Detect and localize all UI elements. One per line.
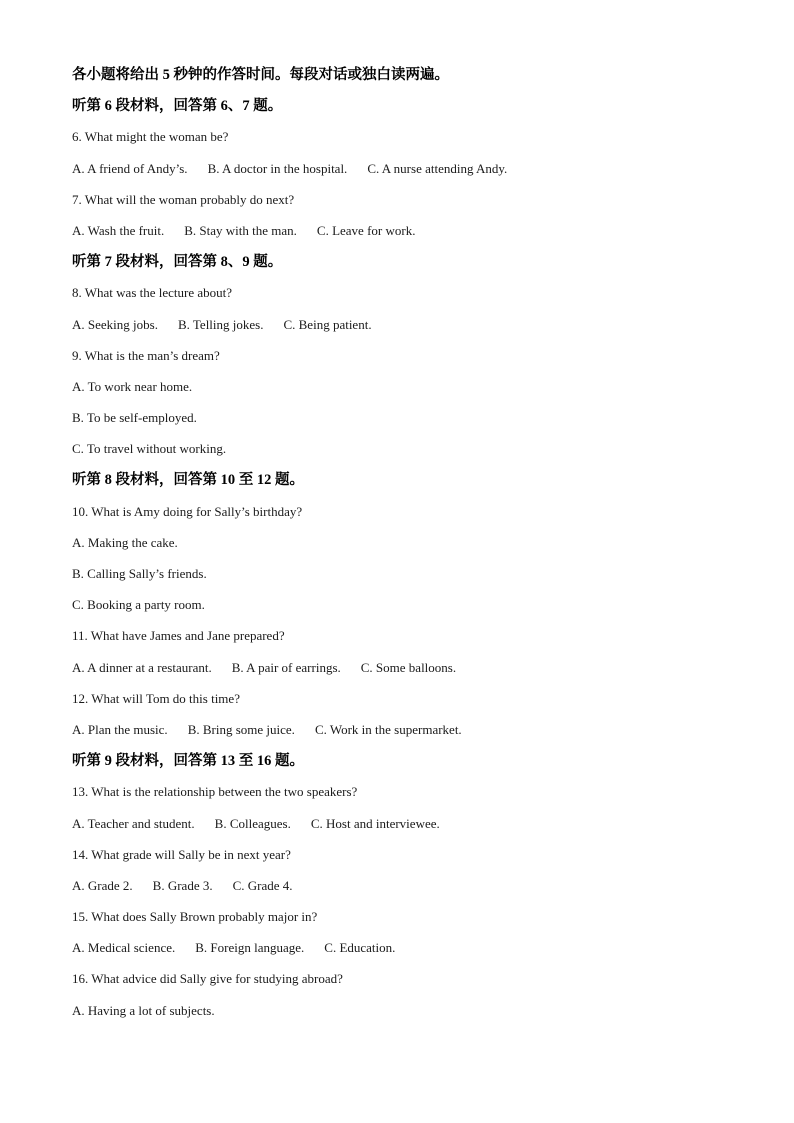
option: B. Foreign language. — [195, 940, 305, 956]
options-row — [72, 314, 754, 345]
question-text: 13. What is the relationship between the two speakers? — [72, 784, 358, 800]
question-text: 6. What might the woman be? — [72, 129, 229, 145]
option: B. Grade 3. — [152, 877, 213, 893]
option: A. Teacher and student. — [72, 815, 195, 831]
options-row — [72, 158, 754, 189]
option: B. Stay with the man. — [184, 222, 297, 238]
question-text: 14. What grade will Sally be in next year? — [72, 846, 291, 862]
question-text: 9. What is the man’s dream? — [72, 347, 220, 363]
option: C. To travel without working. — [72, 441, 227, 457]
exam-page — [72, 64, 754, 1031]
option: B. A pair of earrings. — [231, 659, 341, 675]
option: C. Grade 4. — [232, 877, 293, 893]
option: A. Plan the music. — [72, 721, 168, 737]
question-text: 12. What will Tom do this time? — [72, 690, 240, 706]
option: A. Making the cake. — [72, 534, 178, 550]
question-text: 15. What does Sally Brown probably major in? — [72, 909, 318, 925]
option: A. Having a lot of subjects. — [72, 1002, 215, 1018]
section-heading: 听第 7 段材料，回答第 8、9 题。 — [72, 254, 283, 271]
question-text: 16. What advice did Sally give for studying abroad? — [72, 971, 343, 987]
question-text: 10. What is Amy doing for Sally’s birthday? — [72, 503, 303, 519]
option: C. Leave for work. — [316, 222, 416, 238]
option: B. Calling Sally’s friends. — [72, 566, 207, 581]
options-row — [72, 719, 754, 750]
option: A. To work near home. — [72, 378, 193, 394]
option: C. Booking a party room. — [72, 597, 205, 613]
option: A. Grade 2. — [72, 877, 133, 893]
option: C. Host and interviewee. — [310, 815, 440, 831]
option: A. Seeking jobs. — [72, 316, 158, 332]
options-row — [72, 220, 754, 251]
question-text: 8. What was the lecture about? — [72, 285, 233, 301]
section-heading: 听第 9 段材料，回答第 13 至 16 题。 — [72, 753, 304, 770]
options-row — [72, 657, 754, 688]
option: B. A doctor in the hospital. — [207, 160, 348, 176]
option: B. Bring some juice. — [187, 721, 295, 737]
option: C. A nurse attending Andy. — [367, 160, 508, 176]
question-text: 11. What have James and Jane prepared? — [72, 628, 285, 644]
section-heading: 听第 8 段材料，回答第 10 至 12 题。 — [72, 472, 304, 489]
option: B. To be self-employed. — [72, 410, 197, 426]
options-row — [72, 875, 754, 906]
option: A. Wash the fruit. — [72, 222, 165, 238]
option: A. A dinner at a restaurant. — [72, 659, 212, 675]
option: C. Education. — [324, 940, 396, 956]
option: C. Being patient. — [283, 316, 372, 332]
question-text: 7. What will the woman probably do next? — [72, 191, 295, 207]
option: B. Colleagues. — [214, 815, 291, 831]
options-row — [72, 813, 754, 844]
instructions: 各小题将给出 5 秒钟的作答时间。每段对话或独白读两遍。 — [72, 67, 449, 83]
option: B. Telling jokes. — [177, 316, 264, 332]
option: C. Work in the supermarket. — [314, 721, 462, 737]
option: A. Medical science. — [72, 940, 176, 956]
option: A. A friend of Andy’s. — [72, 160, 188, 176]
section-heading: 听第 6 段材料，回答第 6、7 题。 — [72, 98, 283, 115]
options-row — [72, 937, 754, 968]
option: C. Some balloons. — [360, 659, 457, 675]
